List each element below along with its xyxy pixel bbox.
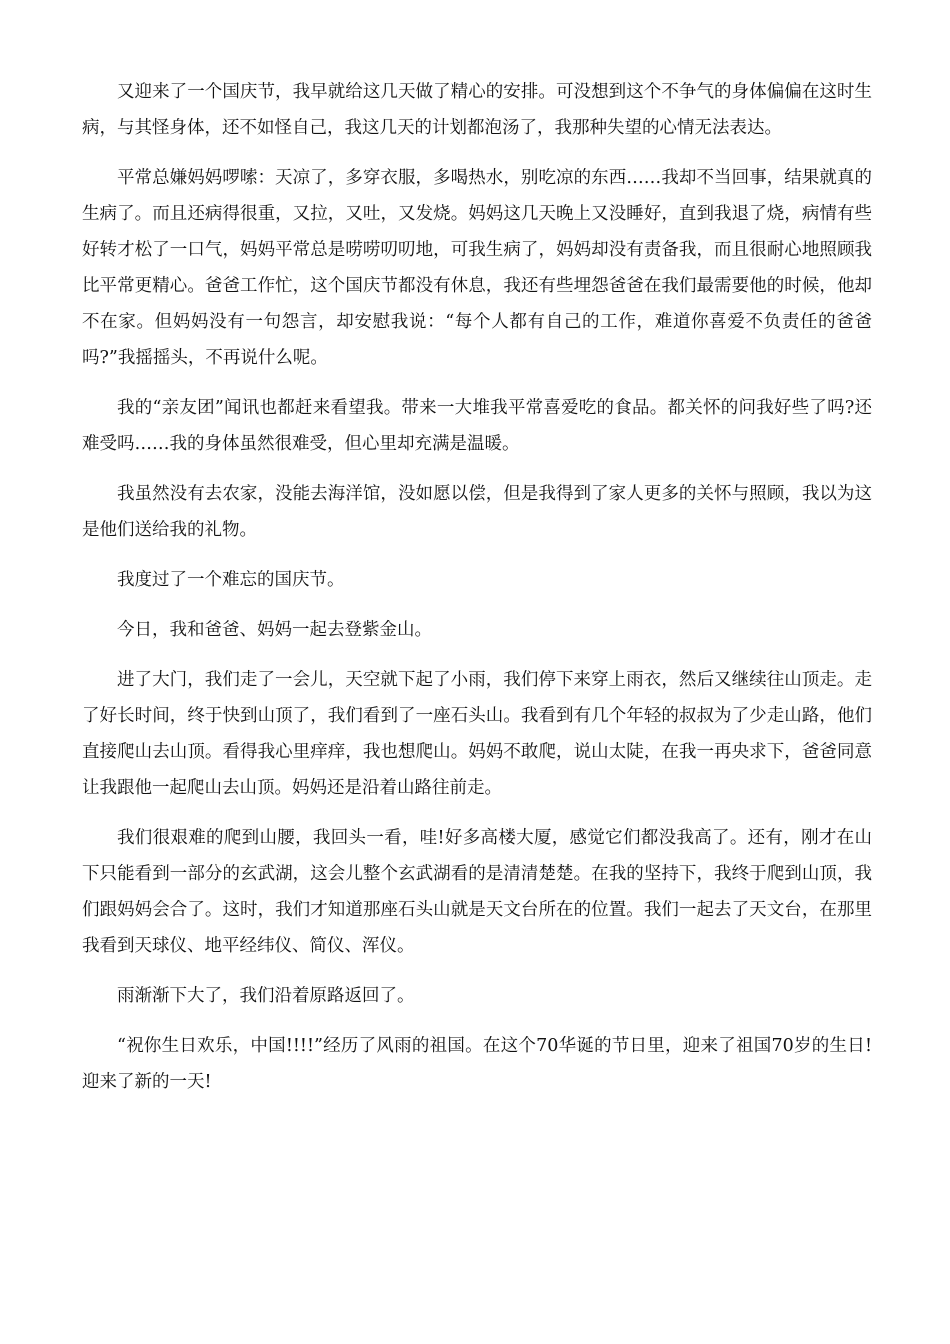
paragraph-5: 我度过了一个难忘的国庆节。: [117, 570, 345, 590]
paragraph-7: 进了大门，我们走了一会儿，天空就下起了小雨，我们停下来穿上雨衣，然后又继续往山顶走。走了好长时间，终于快到山顶了，我们看到了一座石头山。我看到有几个年轻的叔叔为了少走山路，他们直接爬山去山顶。看得我心里痒痒，我也想爬山。妈妈不敢爬，说山太陡，在我一再央求下，爸爸同意让我跟他一起爬山去山顶。妈妈还是沿着山路往前走。: [82, 670, 872, 798]
paragraph-9: 雨渐渐下大了，我们沿着原路返回了。: [117, 986, 415, 1006]
paragraph-2: 平常总嫌妈妈啰嗦：天凉了，多穿衣服，多喝热水，别吃凉的东西……我却不当回事，结果就真的生病了。而且还病得很重，又拉，又吐，又发烧。妈妈这几天晚上又没睡好，直到我退了烧，病情有些好转才松了一口气，妈妈平常总是唠唠叨叨地，可我生病了，妈妈却没有责备我，而且很耐心地照顾我比平常更精心。爸爸工作忙，这个国庆节都没有休息，我还有些埋怨爸爸在我们最需要他的时候，他却不在家。但妈妈没有一句怨言，却安慰我说：“每个人都有自己的工作，难道你喜爱不负责任的爸爸吗?”我摇摇头，不再说什么呢。: [82, 168, 872, 368]
paragraph-8: 我们很艰难的爬到山腰，我回头一看，哇!好多高楼大厦，感觉它们都没我高了。还有，刚才在山下只能看到一部分的玄武湖，这会儿整个玄武湖看的是清清楚楚。在我的坚持下，我终于爬到山顶，我们跟妈妈会合了。这时，我们才知道那座石头山就是天文台所在的位置。我们一起去了天文台，在那里我看到天球仪、地平经纬仪、简仪、浑仪。: [82, 828, 872, 956]
paragraph-6: 今日，我和爸爸、妈妈一起去登紫金山。: [117, 620, 432, 640]
paragraph-3: 我的“亲友团”闻讯也都赶来看望我。带来一大堆我平常喜爱吃的食品。都关怀的问我好些了吗?还难受吗……我的身体虽然很难受，但心里却充满是温暖。: [82, 398, 872, 454]
paragraph-4: 我虽然没有去农家，没能去海洋馆，没如愿以偿，但是我得到了家人更多的关怀与照顾，我以为这是他们送给我的礼物。: [82, 484, 872, 540]
paragraph-10: “祝你生日欢乐，中国!!!!”经历了风雨的祖国。在这个70华诞的节日里，迎来了祖国70岁的生日!迎来了新的一天!: [82, 1036, 872, 1092]
paragraph-1: 又迎来了一个国庆节，我早就给这几天做了精心的安排。可没想到这个不争气的身体偏偏在这时生病，与其怪身体，还不如怪自己，我这几天的计划都泡汤了，我那种失望的心情无法表达。: [82, 82, 872, 138]
